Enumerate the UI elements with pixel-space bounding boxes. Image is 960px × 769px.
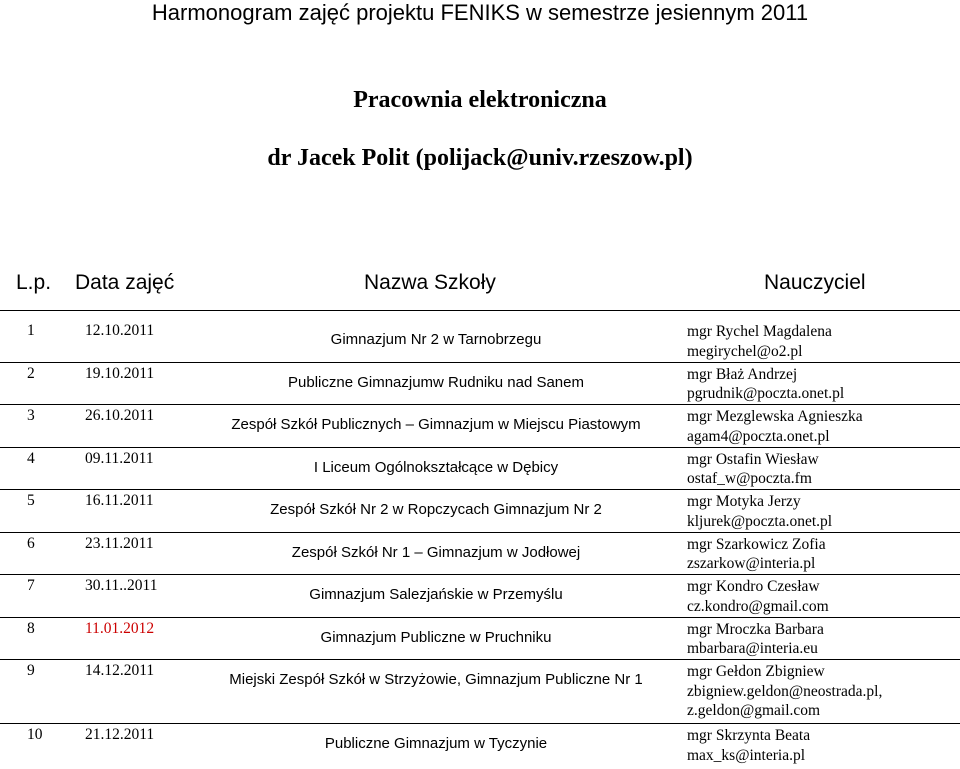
row-date: 11.01.2012 <box>85 619 155 637</box>
row-date: 19.10.2011 <box>85 364 155 382</box>
table-row <box>0 363 960 406</box>
row-school: Miejski Zespół Szkół w Strzyżowie, Gimnazjum Publiczne Nr 1 <box>229 671 643 688</box>
row-teacher <box>687 662 882 721</box>
row-date: 26.10.2011 <box>85 407 155 424</box>
teacher-email: ostaf_w@poczta.fm <box>687 470 812 487</box>
row-teacher <box>687 620 824 659</box>
row-school: Gimnazjum Salezjańskie w Przemyślu <box>309 586 563 603</box>
row-teacher <box>687 365 844 404</box>
col-header-lp: L.p. <box>16 271 52 294</box>
teacher-email: kljurek@poczta.onet.pl <box>687 512 833 530</box>
row-date: 12.10.2011 <box>85 322 155 339</box>
col-header-teacher: Nauczyciel <box>764 271 866 294</box>
row-teacher <box>687 450 819 489</box>
row-number: 9 <box>27 662 35 679</box>
row-teacher <box>687 322 832 361</box>
row-school: Publiczne Gimnazjumw Rudniku nad Sanem <box>288 373 584 391</box>
col-header-date: Data zajęć <box>75 271 175 294</box>
row-number: 3 <box>27 407 35 424</box>
teacher-name: mgr Motyka Jerzy <box>687 493 801 510</box>
teacher-email: cz.kondro@gmail.com <box>687 597 829 615</box>
table-row <box>0 320 960 363</box>
table-row <box>0 575 960 618</box>
row-teacher <box>687 407 863 446</box>
row-school: Gimnazjum Nr 2 w Tarnobrzegu <box>330 331 542 348</box>
teacher-email: zszarkow@interia.pl <box>687 555 816 572</box>
header-divider <box>0 310 960 311</box>
teacher-email: megirychel@o2.pl <box>687 342 803 360</box>
leader-name: dr Jacek Polit (polijack@univ.rzeszow.pl) <box>267 145 693 171</box>
row-school: I Liceum Ogólnokształcące w Dębicy <box>313 458 559 476</box>
row-date: 09.11.2011 <box>85 449 154 467</box>
teacher-email: pgrudnik@poczta.onet.pl <box>687 385 845 402</box>
row-teacher <box>687 577 829 616</box>
teacher-name: mgr Mroczka Barbara <box>687 620 824 638</box>
teacher-email: max_ks@interia.pl <box>687 746 806 764</box>
table-row <box>0 448 960 491</box>
row-number: 6 <box>27 534 35 552</box>
row-school: Gimnazjum Publiczne w Pruchniku <box>320 628 552 646</box>
row-number: 2 <box>27 364 35 382</box>
table-row <box>0 405 960 448</box>
table-row <box>0 490 960 533</box>
teacher-name: mgr Skrzynta Beata <box>687 727 811 744</box>
teacher-name: mgr Rychel Magdalena <box>687 323 832 340</box>
row-number: 5 <box>27 492 35 509</box>
row-number: 4 <box>27 449 35 467</box>
teacher-email: mbarbara@interia.eu <box>687 640 818 657</box>
teacher-name: mgr Błaż Andrzej <box>687 365 798 383</box>
row-teacher <box>687 726 810 765</box>
row-school: Zespół Szkół Nr 2 w Ropczycach Gimnazjum Nr 2 <box>270 501 602 518</box>
row-number: 10 <box>27 726 43 743</box>
row-school: Zespół Szkół Nr 1 – Gimnazjum w Jodłowej <box>291 543 581 561</box>
row-school: Publiczne Gimnazjum w Tyczynie <box>324 735 548 752</box>
teacher-name: mgr Szarkowicz Zofia <box>687 535 826 553</box>
table-row <box>0 533 960 576</box>
row-number: 7 <box>27 577 35 594</box>
table-row <box>0 618 960 661</box>
row-number: 1 <box>27 322 35 339</box>
teacher-name: mgr Kondro Czesław <box>687 578 820 595</box>
teacher-email: zbigniew.geldon@neostrada.pl, <box>687 682 883 700</box>
row-teacher <box>687 492 832 531</box>
teacher-name: mgr Ostafin Wiesław <box>687 450 819 468</box>
schedule-table <box>0 320 960 767</box>
row-date: 23.11.2011 <box>85 534 154 552</box>
table-row <box>0 660 960 724</box>
lab-name: Pracownia elektroniczna <box>353 87 607 113</box>
row-date: 16.11.2011 <box>85 492 154 509</box>
col-header-school: Nazwa Szkoły <box>364 271 496 294</box>
teacher-email: z.geldon@gmail.com <box>687 702 821 719</box>
row-teacher <box>687 535 826 574</box>
row-school: Zespół Szkół Publicznych – Gimnazjum w Miejscu Piastowym <box>231 416 641 433</box>
teacher-name: mgr Mezglewska Agnieszka <box>687 408 863 425</box>
teacher-name: mgr Gełdon Zbigniew <box>687 663 825 680</box>
row-date: 14.12.2011 <box>85 662 155 679</box>
table-row <box>0 724 960 767</box>
row-date: 21.12.2011 <box>85 726 155 743</box>
document-title: Harmonogram zajęć projektu FENIKS w semestrze jesiennym 2011 <box>151 0 809 25</box>
row-date: 30.11..2011 <box>85 577 158 594</box>
row-number: 8 <box>27 619 35 637</box>
teacher-email: agam4@poczta.onet.pl <box>687 427 830 445</box>
